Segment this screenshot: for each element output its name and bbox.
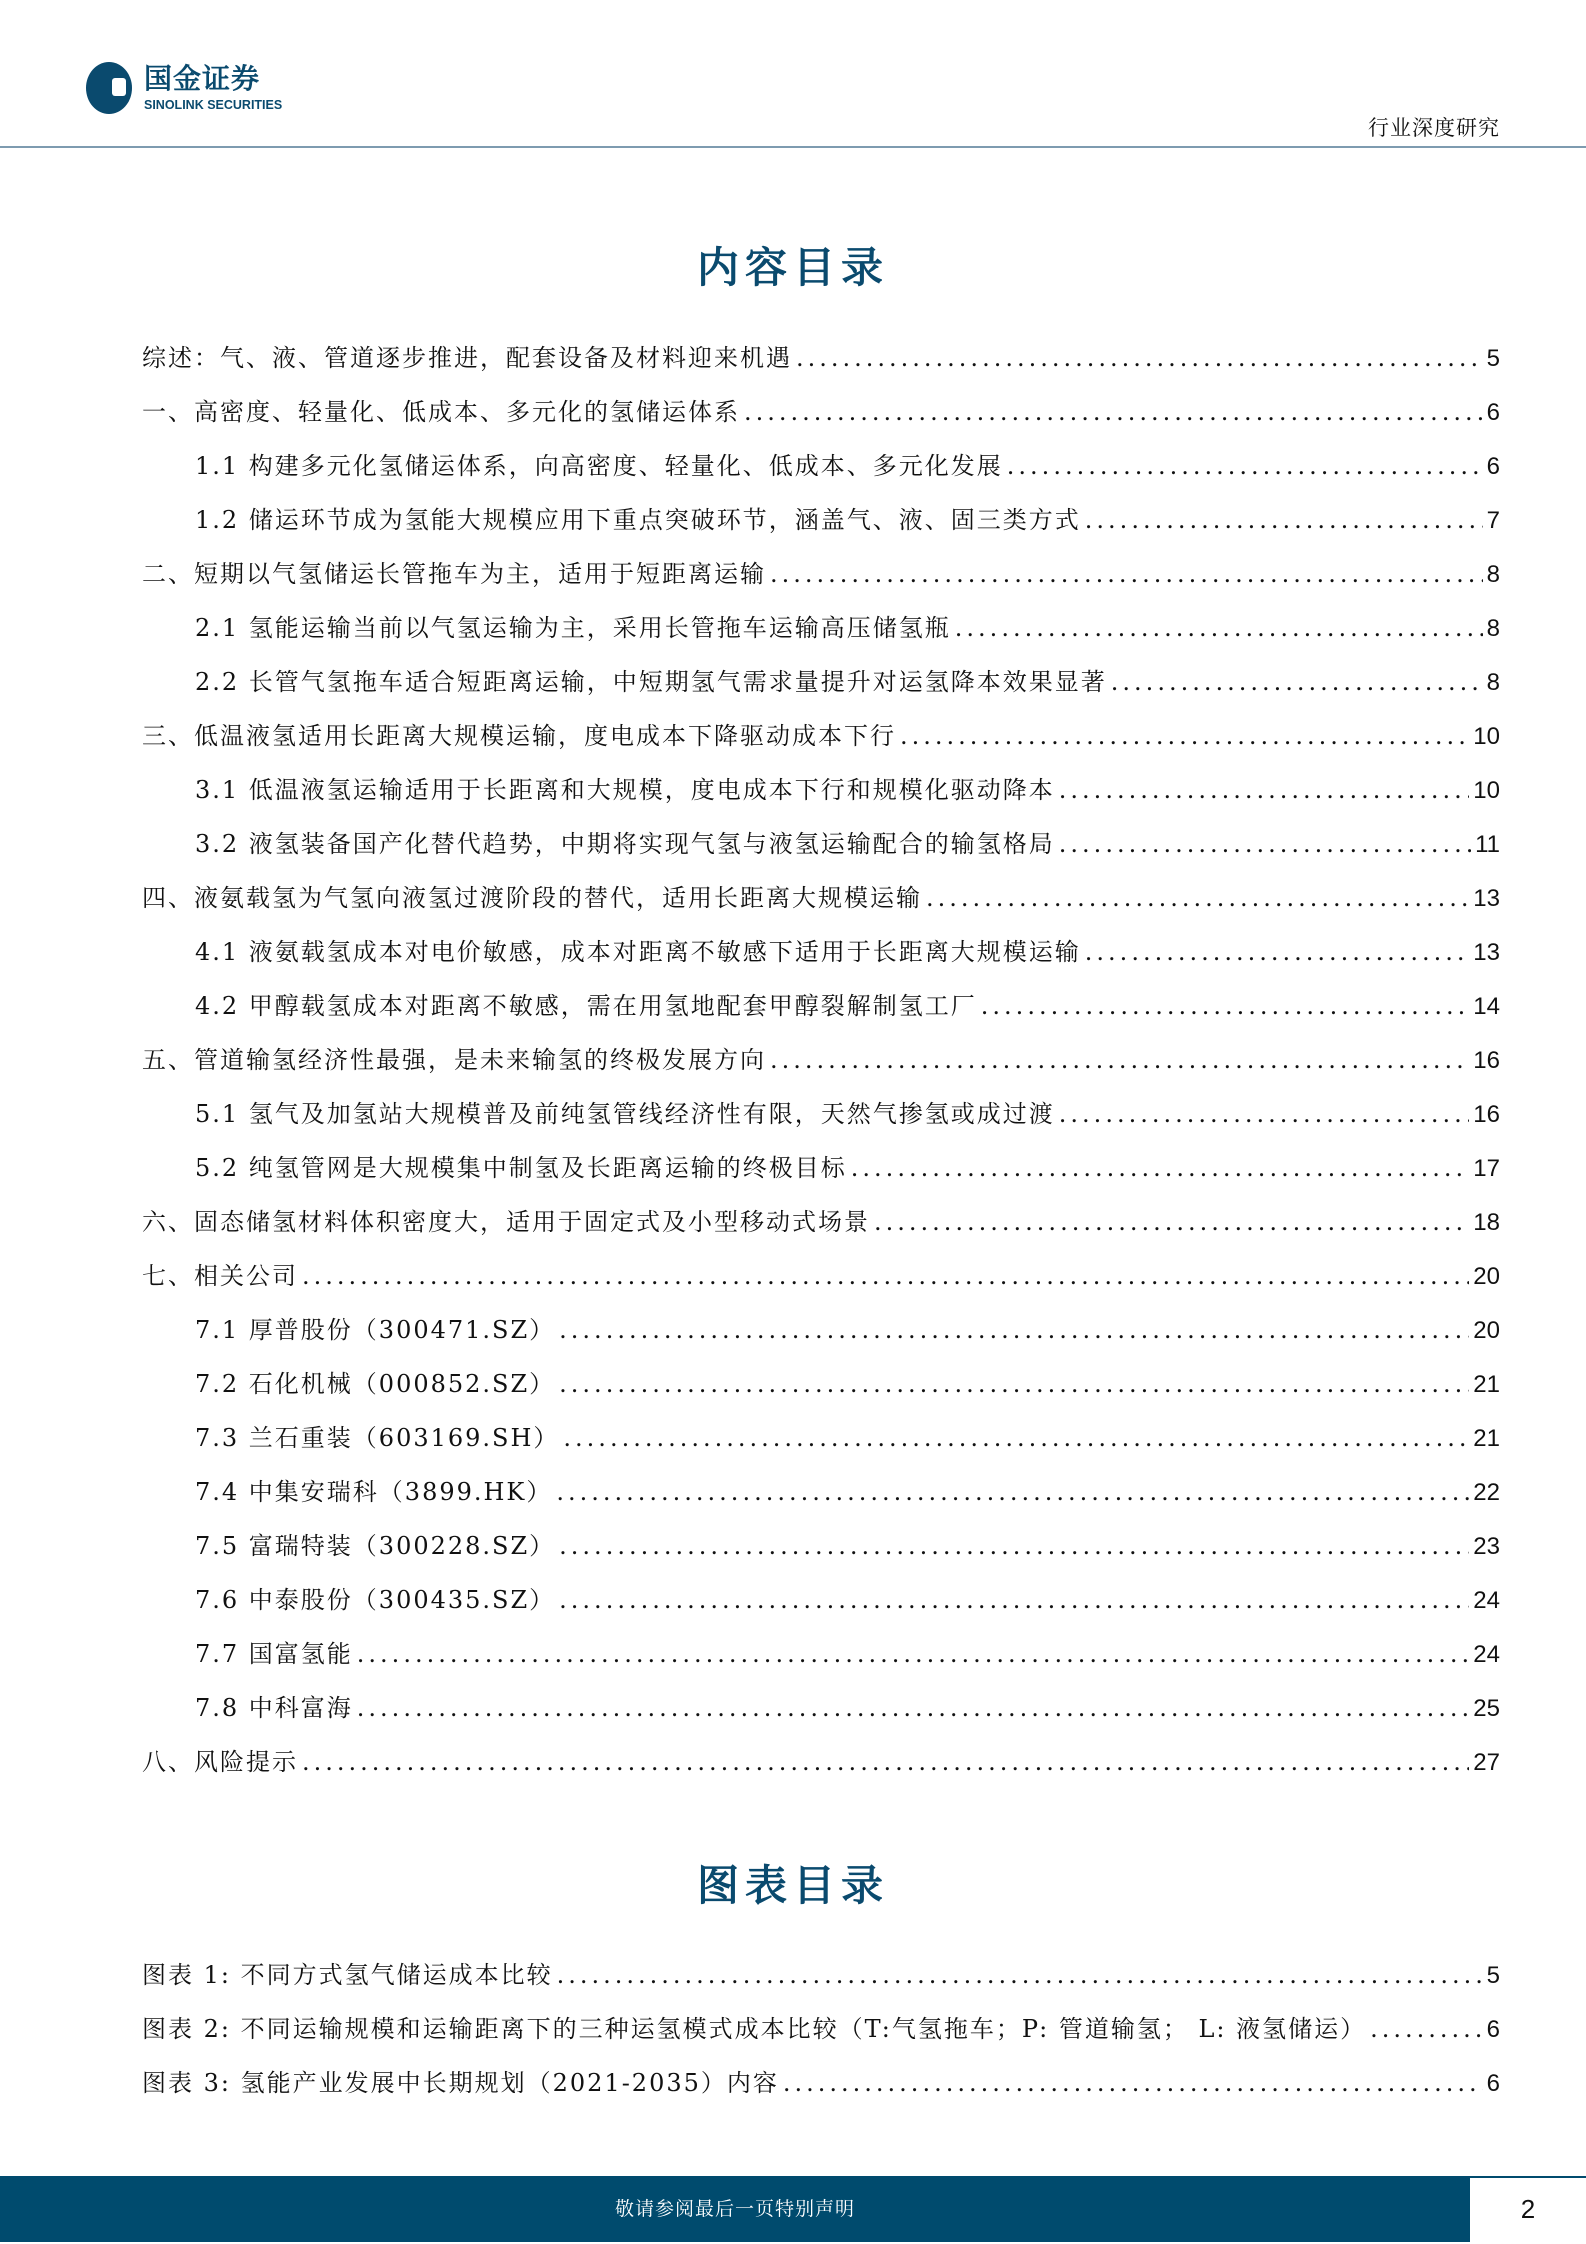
toc-entry-label: 5.1 氢气及加氢站大规模普及前纯氢管线经济性有限，天然气掺氢或成过渡 [195, 1100, 1055, 1128]
dot-leader [770, 547, 1483, 601]
toc-entry[interactable] [142, 925, 1500, 979]
toc-entry-label: 七、相关公司 [142, 1262, 298, 1290]
toc-entry[interactable] [142, 817, 1500, 871]
toc-entry[interactable] [142, 1735, 1500, 1789]
dot-leader [357, 1681, 1470, 1735]
header-divider [0, 146, 1586, 148]
figure-entry[interactable] [142, 1948, 1500, 2002]
toc-entry-label: 7.3 兰石重装（603169.SH） [195, 1424, 560, 1452]
toc-entry-page: 17 [1473, 1155, 1500, 1182]
dot-leader [357, 1627, 1470, 1681]
toc-entry-page: 16 [1473, 1101, 1500, 1128]
dot-leader [559, 1519, 1469, 1573]
dot-leader [1085, 493, 1483, 547]
figure-entry-label: 图表 1: 不同方式氢气储运成本比较 [142, 1961, 553, 1989]
toc-entry[interactable] [142, 331, 1500, 385]
dot-leader [563, 1411, 1469, 1465]
toc-entry-page: 7 [1486, 507, 1500, 534]
dot-leader [559, 1357, 1469, 1411]
toc-entry[interactable] [142, 1087, 1500, 1141]
toc-entry-page: 23 [1473, 1533, 1500, 1560]
toc-entry-page: 13 [1473, 939, 1500, 966]
toc-entry[interactable] [142, 1033, 1500, 1087]
toc-list [142, 331, 1500, 1789]
toc-entry[interactable] [142, 1465, 1500, 1519]
dot-leader [874, 1195, 1469, 1249]
toc-entry[interactable] [142, 1141, 1500, 1195]
figure-entry-page: 6 [1486, 2070, 1500, 2097]
toc-entry-label: 八、风险提示 [142, 1748, 298, 1776]
toc-entry-label: 五、管道输氢经济性最强，是未来输氢的终极发展方向 [142, 1046, 766, 1074]
toc-entry-label: 三、低温液氢适用长距离大规模运输，度电成本下降驱动成本下行 [142, 722, 896, 750]
dot-leader [770, 1033, 1469, 1087]
toc-entry-page: 25 [1473, 1695, 1500, 1722]
toc-entry-page: 5 [1486, 345, 1500, 372]
toc-entry[interactable] [142, 709, 1500, 763]
toc-entry-page: 6 [1486, 399, 1500, 426]
figure-entry-label: 图表 3: 氢能产业发展中长期规划（2021-2035）内容 [142, 2069, 779, 2097]
dot-leader [796, 331, 1483, 385]
toc-entry-page: 8 [1486, 561, 1500, 588]
dot-leader [1085, 925, 1470, 979]
footer-bar [0, 2176, 1470, 2242]
figure-entry-page: 5 [1486, 1962, 1500, 1989]
dot-leader [559, 1303, 1469, 1357]
toc-entry[interactable] [142, 1303, 1500, 1357]
toc-entry[interactable] [142, 493, 1500, 547]
toc-entry-label: 7.7 国富氢能 [195, 1640, 353, 1668]
toc-entry[interactable] [142, 547, 1500, 601]
toc-entry[interactable] [142, 871, 1500, 925]
toc-entry-label: 二、短期以气氢储运长管拖车为主，适用于短距离运输 [142, 560, 766, 588]
toc-entry-label: 四、液氨载氢为气氢向液氢过渡阶段的替代，适用长距离大规模运输 [142, 884, 922, 912]
toc-entry-label: 7.6 中泰股份（300435.SZ） [195, 1586, 556, 1614]
toc-entry-page: 10 [1473, 777, 1500, 804]
disclaimer-notice: 敬请参阅最后一页特别声明 [614, 2198, 855, 2220]
toc-entry-page: 21 [1473, 1425, 1500, 1452]
toc-entry-page: 20 [1473, 1317, 1500, 1344]
dot-leader [783, 2056, 1483, 2110]
figure-entry-label: 图表 2: 不同运输规模和运输距离下的三种运氢模式成本比较（T:气氢拖车；P: 管道输氢； L: 液氢储运） [142, 2015, 1367, 2043]
dot-leader [981, 979, 1470, 1033]
toc-entry-label: 4.1 液氨载氢成本对电价敏感，成本对距离不敏感下适用于长距离大规模运输 [195, 938, 1081, 966]
toc-entry[interactable] [142, 655, 1500, 709]
toc-entry[interactable] [142, 601, 1500, 655]
toc-entry-label: 一、高密度、轻量化、低成本、多元化的氢储运体系 [142, 398, 740, 426]
toc-entry-label: 4.2 甲醇载氢成本对距离不敏感，需在用氢地配套甲醇裂解制氢工厂 [195, 992, 977, 1020]
figure-entry[interactable] [142, 2002, 1500, 2056]
toc-entry[interactable] [142, 1573, 1500, 1627]
toc-entry[interactable] [142, 1249, 1500, 1303]
toc-entry-label: 3.2 液氢装备国产化替代趋势，中期将实现气氢与液氢运输配合的输氢格局 [195, 830, 1055, 858]
toc-entry-label: 7.8 中科富海 [195, 1694, 353, 1722]
dot-leader [556, 1465, 1469, 1519]
dot-leader [1059, 817, 1471, 871]
dot-leader [1370, 2002, 1483, 2056]
dot-leader [557, 1948, 1483, 2002]
toc-entry-label: 7.5 富瑞特装（300228.SZ） [195, 1532, 556, 1560]
toc-entry-page: 10 [1473, 723, 1500, 750]
toc-entry-label: 综述：气、液、管道逐步推进，配套设备及材料迎来机遇 [142, 344, 792, 372]
page-number: 2 [1520, 2194, 1536, 2224]
toc-entry[interactable] [142, 1357, 1500, 1411]
toc-entry-label: 5.2 纯氢管网是大规模集中制氢及长距离运输的终极目标 [195, 1154, 847, 1182]
toc-entry[interactable] [142, 385, 1500, 439]
toc-entry-page: 20 [1473, 1263, 1500, 1290]
figure-entry-page: 6 [1486, 2016, 1500, 2043]
dot-leader [559, 1573, 1469, 1627]
toc-entry-label: 1.1 构建多元化氢储运体系，向高密度、轻量化、低成本、多元化发展 [195, 452, 1003, 480]
logo-english-name: SINOLINK SECURITIES [144, 98, 283, 112]
dot-leader [1059, 763, 1470, 817]
toc-entry-page: 24 [1473, 1641, 1500, 1668]
toc-entry-label: 六、固态储氢材料体积密度大，适用于固定式及小型移动式场景 [142, 1208, 870, 1236]
report-type: 行业深度研究 [1368, 116, 1500, 140]
dot-leader [1007, 439, 1483, 493]
toc-entry-page: 16 [1473, 1047, 1500, 1074]
toc-entry-page: 21 [1473, 1371, 1500, 1398]
toc-entry-page: 8 [1486, 615, 1500, 642]
dot-leader [302, 1249, 1469, 1303]
toc-entry[interactable] [142, 763, 1500, 817]
toc-entry-label: 7.4 中集安瑞科（3899.HK） [195, 1478, 553, 1506]
figure-list [142, 1948, 1500, 2110]
toc-entry[interactable] [142, 979, 1500, 1033]
toc-entry-page: 6 [1486, 453, 1500, 480]
toc-entry-page: 27 [1473, 1749, 1500, 1776]
dot-leader [900, 709, 1469, 763]
logo-chinese-name: 国金证券 [144, 62, 261, 95]
toc-entry[interactable] [142, 1195, 1500, 1249]
toc-entry[interactable] [142, 1411, 1500, 1465]
dot-leader [1059, 1087, 1470, 1141]
dot-leader [1111, 655, 1483, 709]
toc-title: 内容目录 [696, 243, 889, 292]
toc-entry-label: 7.1 厚普股份（300471.SZ） [195, 1316, 556, 1344]
company-logo [86, 62, 406, 118]
dot-leader [851, 1141, 1470, 1195]
toc-entry-label: 2.2 长管气氢拖车适合短距离运输，中短期氢气需求量提升对运氢降本效果显著 [195, 668, 1107, 696]
dot-leader [955, 601, 1483, 655]
toc-entry-page: 11 [1475, 831, 1500, 858]
dot-leader [302, 1735, 1469, 1789]
toc-entry-label: 1.2 储运环节成为氢能大规模应用下重点突破环节，涵盖气、液、固三类方式 [195, 506, 1081, 534]
toc-entry-page: 24 [1473, 1587, 1500, 1614]
toc-entry[interactable] [142, 1681, 1500, 1735]
toc-entry-page: 8 [1486, 669, 1500, 696]
toc-entry-page: 18 [1473, 1209, 1500, 1236]
figures-title: 图表目录 [696, 1861, 889, 1910]
toc-entry-label: 3.1 低温液氢运输适用于长距离和大规模，度电成本下行和规模化驱动降本 [195, 776, 1055, 804]
figure-entry[interactable] [142, 2056, 1500, 2110]
logo-mark-icon [86, 62, 132, 114]
toc-entry[interactable] [142, 1519, 1500, 1573]
toc-entry-page: 14 [1473, 993, 1500, 1020]
dot-leader [926, 871, 1469, 925]
toc-entry-label: 2.1 氢能运输当前以气氢运输为主，采用长管拖车运输高压储氢瓶 [195, 614, 951, 642]
toc-entry-label: 7.2 石化机械（000852.SZ） [195, 1370, 556, 1398]
dot-leader [744, 385, 1483, 439]
toc-entry[interactable] [142, 439, 1500, 493]
toc-entry-page: 13 [1473, 885, 1500, 912]
toc-entry-page: 22 [1473, 1479, 1500, 1506]
toc-entry[interactable] [142, 1627, 1500, 1681]
